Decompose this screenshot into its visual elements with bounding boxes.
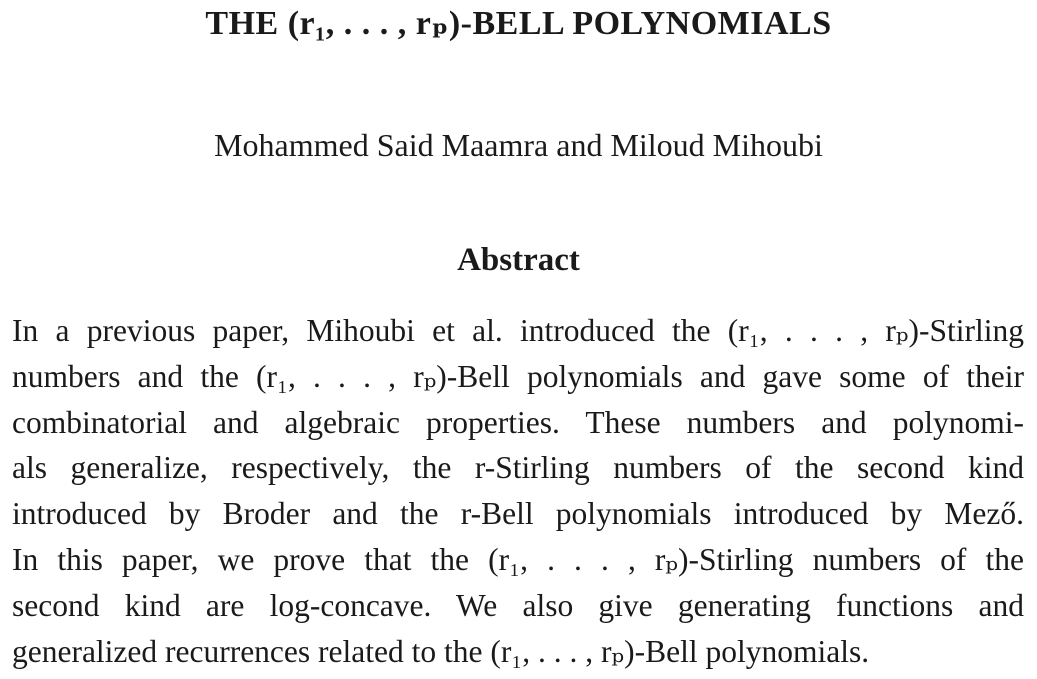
abstract-line: als generalize, respectively, the r-Stirling numbers of the second kind <box>12 450 1024 486</box>
paper-authors: Mohammed Said Maamra and Miloud Mihoubi <box>214 127 823 163</box>
abstract-line: numbers and the (r₁, . . . , rₚ)-Bell polynomials and gave some of their <box>12 358 1024 394</box>
abstract-line: In this paper, we prove that the (r₁, . . . , rₚ)-Stirling numbers of the <box>12 541 1024 577</box>
abstract-heading: Abstract <box>457 242 580 278</box>
abstract-line: In a previous paper, Mihoubi et al. introduced the (r₁, . . . , rₚ)-Stirling <box>12 313 1024 348</box>
abstract-line: generalized recurrences related to the (r₁, . . . , rₚ)-Bell polynomials. <box>12 633 870 669</box>
abstract-body <box>12 308 1024 674</box>
paper-title: THE (r₁, . . . , rₚ)-BELL POLYNOMIALS <box>205 5 832 42</box>
abstract-line: introduced by Broder and the r-Bell polynomials introduced by Mező. <box>12 496 1024 532</box>
abstract-line: second kind are log-concave. We also give generating functions and <box>12 587 1024 623</box>
abstract-line: combinatorial and algebraic properties. These numbers and polynomi- <box>12 404 1024 440</box>
